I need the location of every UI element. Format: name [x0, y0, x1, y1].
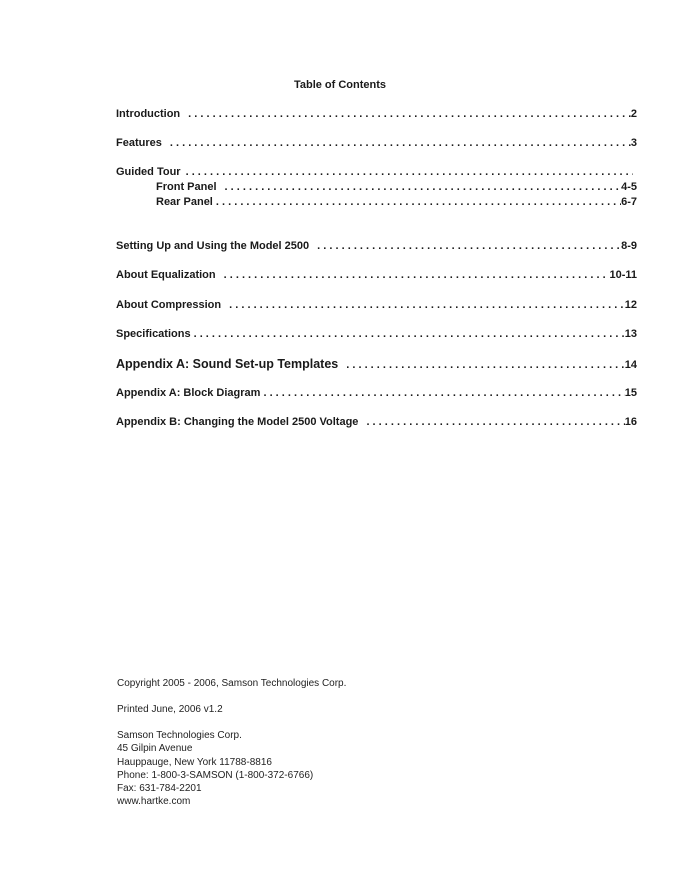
toc-entry-guided-tour[interactable]	[116, 166, 633, 180]
footer-printed	[117, 703, 223, 716]
toc-leader	[194, 328, 625, 340]
toc-entry-compression[interactable]	[116, 299, 637, 313]
toc-entry-introduction[interactable]	[116, 108, 637, 122]
toc-entry-appendix-b-voltage[interactable]	[116, 416, 637, 430]
toc-leader	[225, 181, 622, 193]
toc-leader	[224, 269, 610, 281]
toc-label: Setting Up and Using the Model 2500	[116, 240, 310, 252]
toc-page: 6-7	[621, 196, 637, 208]
address-street: 45 Gilpin Avenue	[117, 743, 193, 755]
toc-entry-front-panel[interactable]	[156, 181, 637, 195]
toc-label: Appendix A: Sound Set-up Templates	[116, 357, 339, 371]
page-title: Table of Contents	[293, 79, 387, 91]
toc-leader	[346, 359, 625, 371]
address-phone: Phone: 1-800-3-SAMSON (1-800-372-6766)	[117, 769, 314, 781]
toc-label: Guided Tour	[116, 166, 181, 178]
toc-label: Rear Panel	[156, 196, 213, 208]
toc-leader	[229, 299, 625, 311]
toc-page: 4-5	[621, 181, 637, 193]
toc-label: Specifications	[116, 328, 191, 340]
toc-leader	[186, 166, 633, 178]
printed-text: Printed June, 2006 v1.2	[117, 704, 223, 715]
toc-leader	[366, 416, 624, 428]
toc-entry-features[interactable]	[116, 137, 637, 151]
toc-page: 13	[624, 328, 637, 340]
toc-label: Appendix B: Changing the Model 2500 Voltage	[116, 416, 359, 428]
footer-copyright	[117, 677, 346, 690]
toc-entry-rear-panel[interactable]	[156, 196, 637, 210]
address-city: Hauppauge, New York 11788-8816	[117, 756, 272, 768]
toc-leader	[263, 387, 624, 399]
toc-entry-specifications[interactable]	[116, 328, 637, 342]
address-company: Samson Technologies Corp.	[117, 730, 242, 741]
toc-label: Front Panel	[156, 181, 217, 193]
toc-leader	[170, 137, 631, 149]
toc-leader	[317, 240, 621, 252]
toc-entry-appendix-a-templates[interactable]	[116, 357, 637, 371]
copyright-text: Copyright 2005 - 2006, Samson Technologies Corp.	[117, 678, 347, 689]
toc-entry-setting-up[interactable]	[116, 240, 637, 254]
toc-leader	[216, 196, 621, 208]
toc-leader	[188, 108, 631, 120]
toc-page: 8-9	[621, 240, 637, 252]
toc-page: 10-11	[609, 269, 637, 281]
toc-label: About Equalization	[116, 269, 216, 281]
toc-page: 16	[624, 416, 637, 428]
toc-label: Introduction	[116, 108, 181, 120]
toc-label: Features	[116, 137, 162, 149]
address-fax: Fax: 631-784-2201	[117, 783, 202, 795]
toc-page: 2	[630, 108, 637, 120]
toc-entry-appendix-a-block-diagram[interactable]	[116, 387, 637, 401]
footer-address	[117, 729, 313, 809]
toc-entry-equalization[interactable]	[116, 269, 637, 283]
toc-page: 15	[624, 387, 637, 399]
toc-label: Appendix A: Block Diagram	[116, 387, 261, 399]
toc-page: 14	[624, 359, 637, 371]
toc-label: About Compression	[116, 299, 222, 311]
toc-page: 12	[624, 299, 637, 311]
address-website[interactable]: www.hartke.com	[117, 796, 191, 808]
toc-page: 3	[630, 137, 637, 149]
